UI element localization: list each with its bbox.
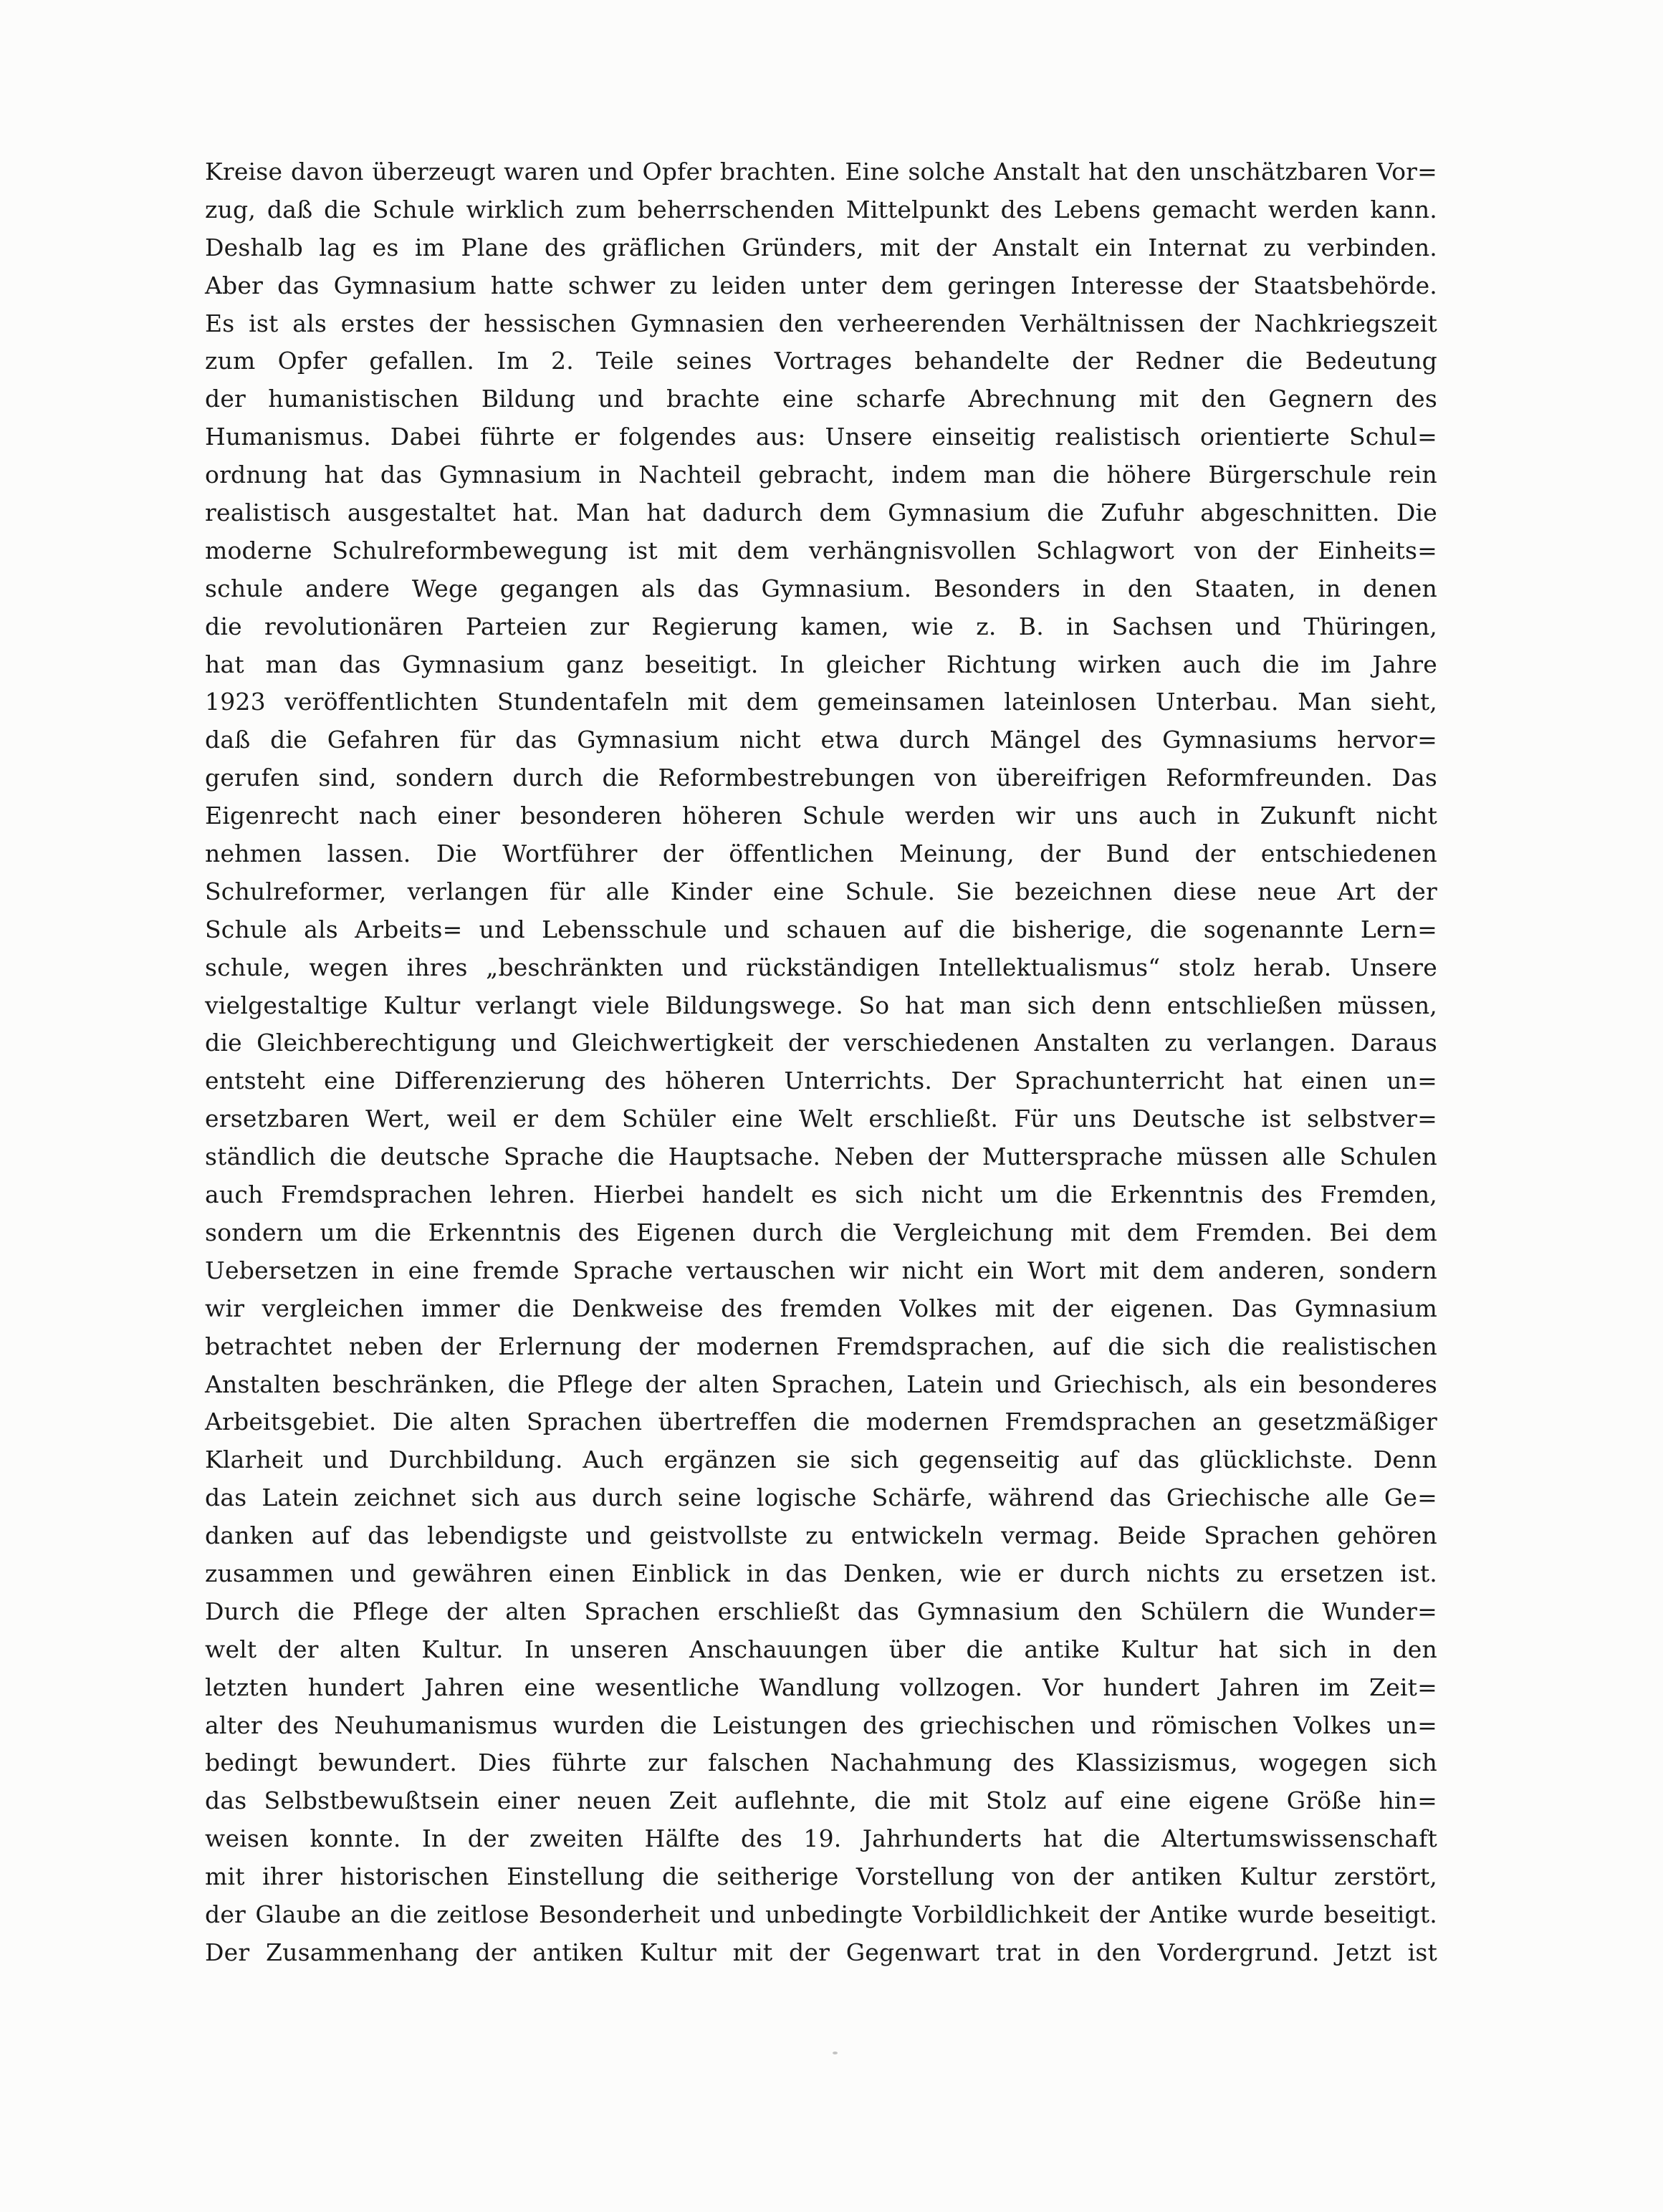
text-line: ersetzbaren Wert, weil er dem Schüler eine Welt erschließt. Für uns Deutsche ist selbstver= (205, 1105, 1437, 1133)
text-line: zug, daß die Schule wirklich zum beherrschenden Mittelpunkt des Lebens gemacht werden kann. (205, 195, 1437, 223)
text-line: zusammen und gewähren einen Einblick in das Denken, wie er durch nichts zu ersetzen ist. (205, 1559, 1437, 1587)
body-text (205, 153, 1437, 1972)
text-line: Humanismus. Dabei führte er folgendes aus: Unsere einseitig realistisch orientierte Schul= (205, 423, 1437, 451)
text-line: ständlich die deutsche Sprache die Hauptsache. Neben der Muttersprache müssen alle Schulen (205, 1143, 1437, 1171)
text-line: Klarheit und Durchbildung. Auch ergänzen sie sich gegenseitig auf das glücklichste. Denn (205, 1446, 1437, 1474)
text-line: Aber das Gymnasium hatte schwer zu leiden unter dem geringen Interesse der Staatsbehörde. (205, 271, 1437, 299)
text-line: 1923 veröffentlichten Stundentafeln mit dem gemeinsamen lateinlosen Unterbau. Man sieht, (205, 688, 1437, 716)
scan-speck (833, 2052, 838, 2054)
text-line: auch Fremdsprachen lehren. Hierbei handelt es sich nicht um die Erkenntnis des Fremden, (205, 1180, 1437, 1209)
text-line: die revolutionären Parteien zur Regierung kamen, wie z. B. in Sachsen und Thüringen, (205, 612, 1437, 640)
text-line: Kreise davon überzeugt waren und Opfer brachten. Eine solche Anstalt hat den unschätzbaren Vor= (205, 158, 1437, 186)
text-line: zum Opfer gefallen. Im 2. Teile seines Vortrages behandelte der Redner die Bedeutung (205, 347, 1437, 375)
text-line: der Glaube an die zeitlose Besonderheit und unbedingte Vorbildlichkeit der Antike wurde beseitigt. (205, 1900, 1437, 1928)
text-line: entsteht eine Differenzierung des höheren Unterrichts. Der Sprachunterricht hat einen un= (205, 1067, 1437, 1095)
text-line: Uebersetzen in eine fremde Sprache vertauschen wir nicht ein Wort mit dem anderen, sondern (205, 1256, 1437, 1284)
text-line: mit ihrer historischen Einstellung die seitherige Vorstellung von der antiken Kultur zerstört, (205, 1862, 1437, 1891)
text-line: Arbeitsgebiet. Die alten Sprachen übertreffen die modernen Fremdsprachen an gesetzmäßiger (205, 1408, 1437, 1436)
text-line: Schule als Arbeits= und Lebensschule und schauen auf die bisherige, die sogenannte Lern= (205, 915, 1437, 943)
text-line: schule andere Wege gegangen als das Gymnasium. Besonders in den Staaten, in denen (205, 574, 1437, 602)
text-line: moderne Schulreformbewegung ist mit dem verhängnisvollen Schlagwort von der Einheits= (205, 536, 1437, 564)
text-line: weisen konnte. In der zweiten Hälfte des 19. Jahrhunderts hat die Altertumswissenschaft (205, 1824, 1437, 1853)
text-line: Der Zusammenhang der antiken Kultur mit der Gegenwart trat in den Vordergrund. Jetzt ist (205, 1938, 1437, 1966)
text-line: vielgestaltige Kultur verlangt viele Bildungswege. So hat man sich denn entschließen müssen, (205, 991, 1437, 1019)
text-line: Schulreformer, verlangen für alle Kinder eine Schule. Sie bezeichnen diese neue Art der (205, 877, 1437, 905)
text-line: Eigenrecht nach einer besonderen höheren Schule werden wir uns auch in Zukunft nicht (205, 802, 1437, 830)
text-line: realistisch ausgestaltet hat. Man hat dadurch dem Gymnasium die Zufuhr abgeschnitten. Die (205, 499, 1437, 527)
text-line: danken auf das lebendigste und geistvollste zu entwickeln vermag. Beide Sprachen gehören (205, 1521, 1437, 1550)
text-line: daß die Gefahren für das Gymnasium nicht etwa durch Mängel des Gymnasiums hervor= (205, 726, 1437, 754)
text-line: sondern um die Erkenntnis des Eigenen durch die Vergleichung mit dem Fremden. Bei dem (205, 1218, 1437, 1246)
text-line: ordnung hat das Gymnasium in Nachteil gebracht, indem man die höhere Bürgerschule rein (205, 461, 1437, 489)
text-line: Durch die Pflege der alten Sprachen erschließt das Gymnasium den Schülern die Wunder= (205, 1597, 1437, 1625)
text-line: das Selbstbewußtsein einer neuen Zeit auflehnte, die mit Stolz auf eine eigene Größe hin= (205, 1787, 1437, 1815)
text-line: welt der alten Kultur. In unseren Anschauungen über die antike Kultur hat sich in den (205, 1635, 1437, 1663)
text-line: der humanistischen Bildung und brachte eine scharfe Abrechnung mit den Gegnern des (205, 385, 1437, 413)
text-line: hat man das Gymnasium ganz beseitigt. In gleicher Richtung wirken auch die im Jahre (205, 650, 1437, 678)
text-line: die Gleichberechtigung und Gleichwertigkeit der verschiedenen Anstalten zu verlangen. Daraus (205, 1029, 1437, 1057)
text-line: letzten hundert Jahren eine wesentliche Wandlung vollzogen. Vor hundert Jahren im Zeit= (205, 1673, 1437, 1701)
text-line: alter des Neuhumanismus wurden die Leistungen des griechischen und römischen Volkes un= (205, 1711, 1437, 1739)
text-line: betrachtet neben der Erlernung der modernen Fremdsprachen, auf die sich die realistischen (205, 1332, 1437, 1360)
text-line: schule, wegen ihres „beschränkten und rückständigen Intellektualismus“ stolz herab. Unsere (205, 953, 1437, 981)
text-line: gerufen sind, sondern durch die Reformbestrebungen von übereifrigen Reformfreunden. Das (205, 764, 1437, 792)
text-line: Anstalten beschränken, die Pflege der alten Sprachen, Latein und Griechisch, als ein besonderes (205, 1370, 1437, 1398)
text-line: Es ist als erstes der hessischen Gymnasien den verheerenden Verhältnissen der Nachkriegszeit (205, 309, 1437, 337)
text-line: bedingt bewundert. Dies führte zur falschen Nachahmung des Klassizismus, wogegen sich (205, 1749, 1437, 1777)
text-line: wir vergleichen immer die Denkweise des fremden Volkes mit der eigenen. Das Gymnasium (205, 1294, 1437, 1322)
text-line: Deshalb lag es im Plane des gräflichen Gründers, mit der Anstalt ein Internat zu verbinden. (205, 233, 1437, 261)
text-line: das Latein zeichnet sich aus durch seine logische Schärfe, während das Griechische alle Ge= (205, 1484, 1437, 1512)
text-line: nehmen lassen. Die Wortführer der öffentlichen Meinung, der Bund der entschiedenen (205, 840, 1437, 868)
